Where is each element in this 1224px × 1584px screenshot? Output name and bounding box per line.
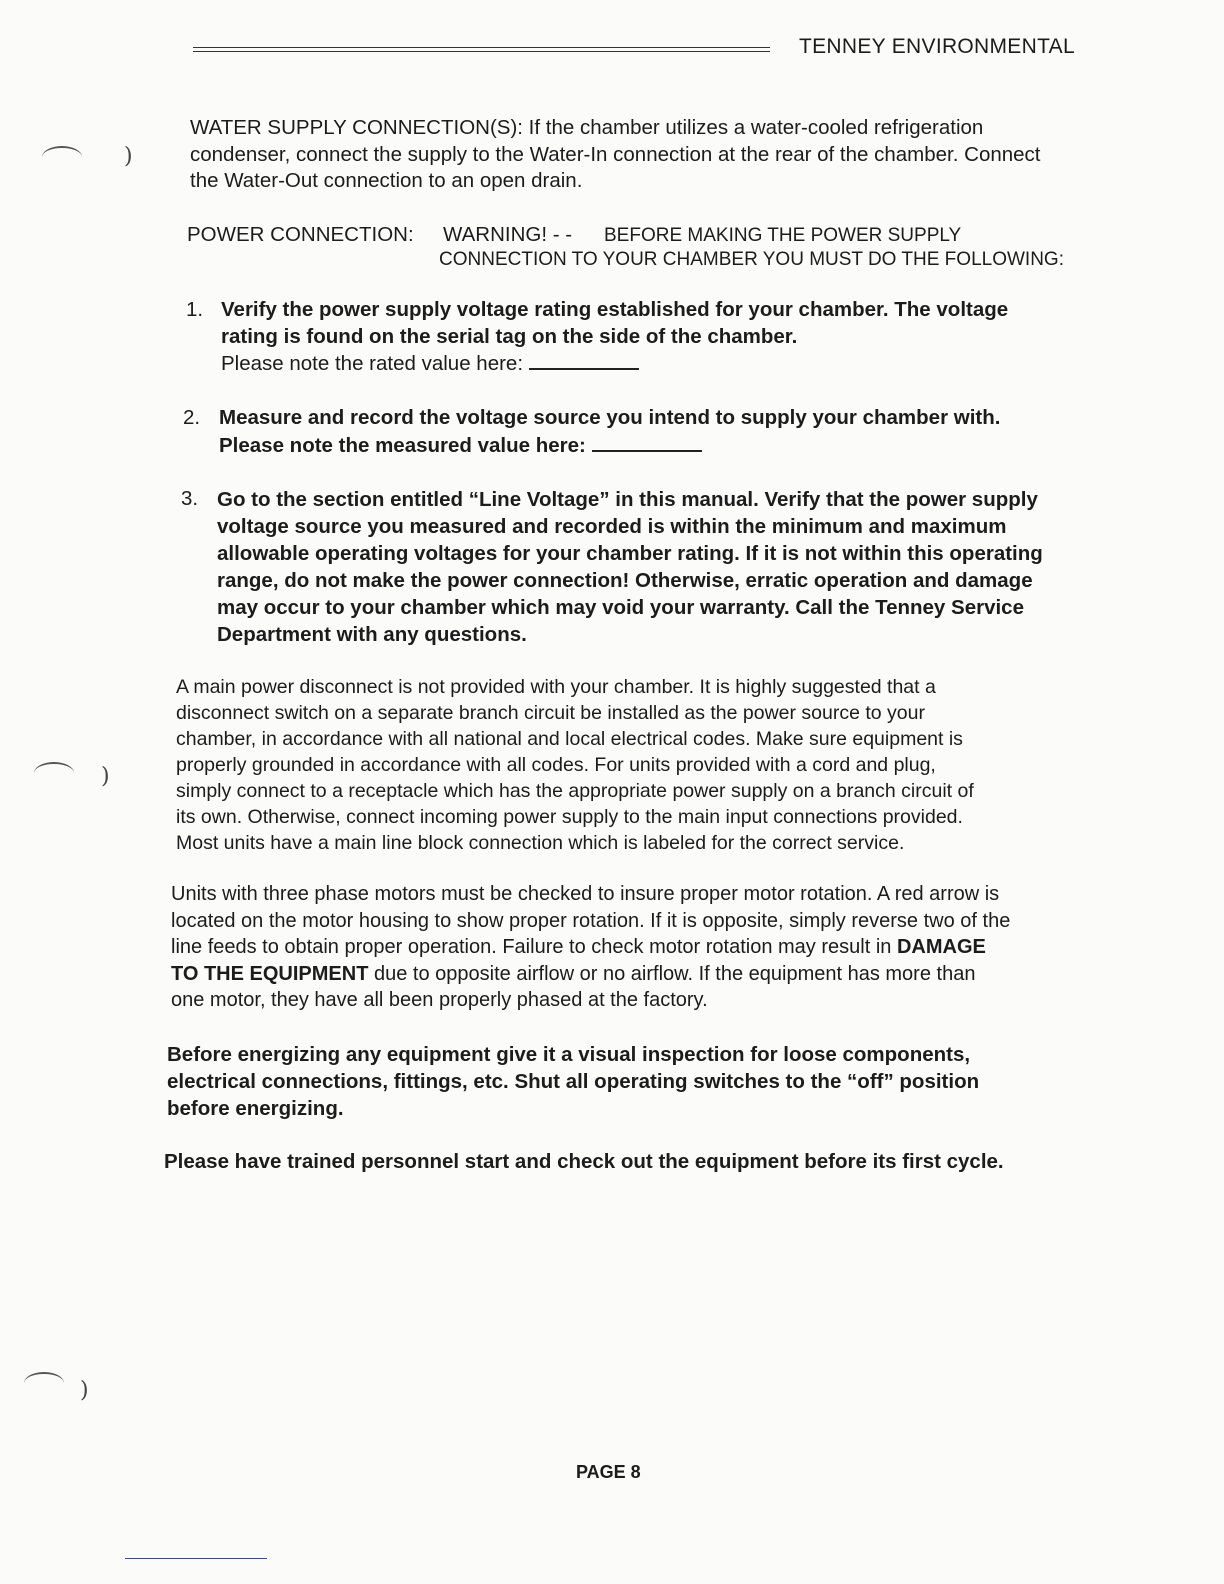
step-line: Department with any questions. (217, 623, 527, 646)
step-number: 3. (181, 487, 199, 510)
step-line: rating is found on the serial tag on the side of the chamber. (221, 324, 798, 348)
binder-hole-mark: ) (80, 1378, 89, 1403)
trained-personnel-note: Please have trained personnel start and check out the equipment before its first cycle. (164, 1150, 1004, 1173)
text-line: before energizing. (167, 1097, 344, 1120)
text-line: due to opposite airflow or no airflow. If the equipment has more than (373, 962, 976, 985)
binder-hole-mark (42, 146, 82, 168)
binder-hole-mark (24, 1372, 64, 1394)
text-line: condenser, connect the supply to the Water-In connection at the rear of the chamber. Connect (190, 142, 1041, 166)
step-line: Verify the power supply voltage rating established for your chamber. The voltage (221, 298, 1009, 321)
motor-rotation-paragraph (171, 881, 1101, 1014)
text-line: disconnect switch on a separate branch circuit be installed as the power source to your (176, 702, 925, 724)
text-line: Before energizing any equipment give it a visual inspection for loose components, (167, 1043, 971, 1066)
step-line: Measure and record the voltage source you intend to supply your chamber with. (219, 406, 1001, 429)
step-number: 1. (186, 298, 204, 321)
step-line: voltage source you measured and recorded is within the minimum and maximum (217, 515, 1007, 538)
header-rule (193, 47, 770, 55)
text-line: the Water-Out connection to an open drain. (190, 169, 583, 192)
text-line: A main power disconnect is not provided with your chamber. It is highly suggested that a (176, 676, 936, 698)
text-line: If the chamber utilizes a water-cooled refrigeration (528, 116, 984, 139)
page-number: PAGE 8 (576, 1462, 641, 1482)
text-line: one motor, they have all been properly phased at the factory. (171, 989, 708, 1011)
power-connection-label: POWER CONNECTION: (187, 223, 414, 246)
rated-value-blank (529, 350, 639, 370)
text-line: properly grounded in accordance with all codes. For units provided with a cord and plug, (176, 754, 936, 776)
disconnect-paragraph (176, 674, 1096, 856)
equipment-emphasis: TO THE EQUIPMENT (171, 962, 369, 985)
warning-text-line1: BEFORE MAKING THE POWER SUPPLY (604, 225, 962, 246)
step-1 (221, 297, 1101, 378)
text-line: simply connect to a receptacle which has the appropriate power supply on a branch circuit of (176, 780, 974, 802)
measured-value-blank (592, 432, 702, 452)
step-line: allowable operating voltages for your chamber rating. If it is not within this operating (217, 542, 1043, 565)
text-line: chamber, in accordance with all national and local electrical codes. Make sure equipment is (176, 728, 963, 750)
water-supply-label: WATER SUPPLY CONNECTION(S): (190, 116, 523, 139)
text-line: Most units have a main line block connection which is labeled for the correct service. (176, 832, 905, 854)
text-line: line feeds to obtain proper operation. Failure to check motor rotation may result in (171, 936, 892, 958)
bottom-rule (125, 1558, 267, 1559)
water-supply-paragraph (190, 115, 1120, 195)
text-line: electrical connections, fittings, etc. Shut all operating switches to the “off” position (167, 1070, 980, 1093)
text-line: Units with three phase motors must be checked to insure proper motor rotation. A red arrow is (171, 883, 1000, 905)
step-2 (219, 405, 1099, 459)
note-label: Please note the rated value here: (221, 352, 524, 375)
step-number: 2. (183, 406, 201, 429)
text-line: located on the motor housing to show proper rotation. If it is opposite, simply reverse two of the (171, 909, 1011, 932)
inspection-paragraph (167, 1041, 1097, 1122)
warning-text-line2: CONNECTION TO YOUR CHAMBER YOU MUST DO THE FOLLOWING: (439, 249, 1064, 270)
binder-hole-mark (34, 762, 74, 784)
binder-hole-mark: ) (101, 764, 110, 789)
binder-hole-mark: ) (124, 144, 133, 169)
step-line: range, do not make the power connection! Otherwise, erratic operation and damage (217, 569, 1033, 592)
step-line: may occur to your chamber which may void your warranty. Call the Tenney Service (217, 596, 1024, 619)
warning-label: WARNING! - - (443, 223, 573, 246)
damage-emphasis: DAMAGE (896, 936, 986, 958)
note-label: Please note the measured value here: (219, 433, 586, 457)
company-name: TENNEY ENVIRONMENTAL (799, 35, 1075, 58)
step-line: Go to the section entitled “Line Voltage” in this manual. Verify that the power supply (217, 488, 1038, 511)
text-line: its own. Otherwise, connect incoming power supply to the main input connections provided. (176, 806, 963, 828)
step-3 (217, 486, 1107, 648)
